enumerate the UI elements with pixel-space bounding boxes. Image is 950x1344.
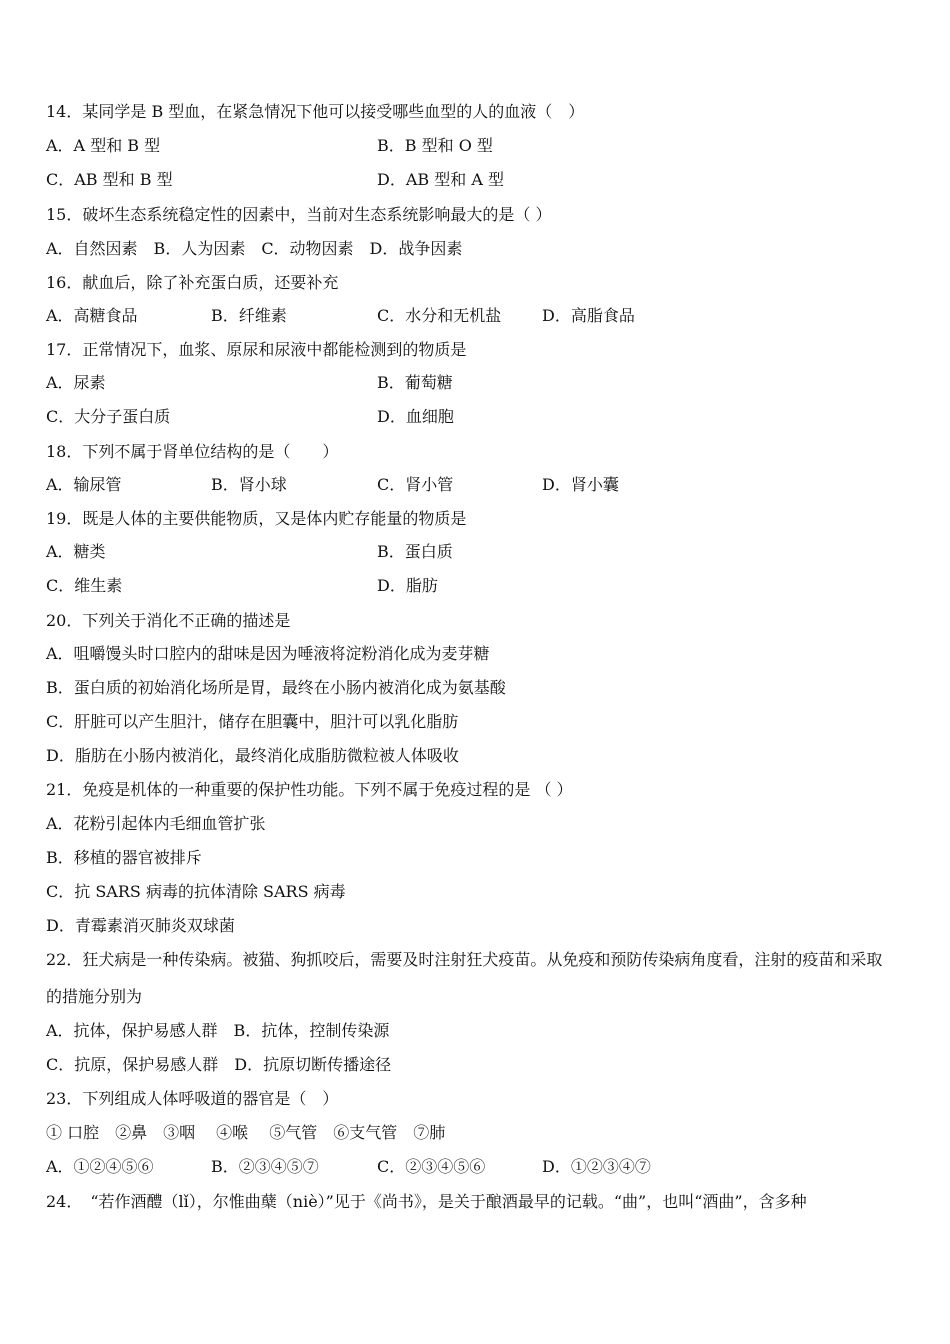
question-22-options-line-1: A．抗体，保护易感人群 B．抗体，控制传染源	[46, 1021, 390, 1040]
question-17-stem: 17．正常情况下，血浆、原尿和尿液中都能检测到的物质是	[46, 340, 467, 359]
question-14-option-d: D．AB 型和 A 型	[377, 170, 504, 189]
question-17-option-d: D．血细胞	[377, 407, 454, 426]
question-16-option-d: D．高脂食品	[542, 306, 635, 325]
question-23-stem: 23．下列组成人体呼吸道的器官是（ ）	[46, 1089, 339, 1108]
question-14-option-a: A．A 型和 B 型	[46, 136, 161, 155]
question-19-stem: 19．既是人体的主要供能物质，又是体内贮存能量的物质是	[46, 509, 467, 528]
question-22-stem-line-2: 的措施分别为	[46, 987, 143, 1006]
question-23-option-c: C．②③④⑤⑥	[377, 1157, 486, 1176]
question-16-stem: 16．献血后，除了补充蛋白质，还要补充	[46, 273, 339, 292]
question-24-stem: 24． “若作酒醴（lǐ），尔惟曲蘖（niè）”见于《尚书》，是关于酿酒最早的记载。“曲”，也叫“酒曲”，含多种	[46, 1192, 807, 1211]
question-17-option-a: A．尿素	[46, 373, 106, 392]
question-19-option-a: A．糖类	[46, 542, 106, 561]
question-18-stem: 18．下列不属于肾单位结构的是（ ）	[46, 442, 339, 461]
question-19-option-d: D．脂肪	[377, 576, 438, 595]
question-18-option-d: D．肾小囊	[542, 475, 619, 494]
question-17-option-c: C．大分子蛋白质	[46, 407, 171, 426]
question-16-option-a: A．高糖食品	[46, 306, 138, 325]
question-18-option-c: C．肾小管	[377, 475, 454, 494]
question-20-option-b: B．蛋白质的初始消化场所是胃，最终在小肠内被消化成为氨基酸	[46, 678, 506, 697]
question-16-option-b: B．纤维素	[211, 306, 287, 325]
question-18-option-a: A．输尿管	[46, 475, 122, 494]
question-14-stem: 14．某同学是 B 型血，在紧急情况下他可以接受哪些血型的人的血液（ ）	[46, 102, 585, 121]
question-22-options-line-2: C．抗原，保护易感人群 D．抗原切断传播途径	[46, 1055, 392, 1074]
question-19-option-b: B．蛋白质	[377, 542, 453, 561]
question-21-option-b: B．移植的器官被排斥	[46, 848, 202, 867]
question-21-option-c: C．抗 SARS 病毒的抗体清除 SARS 病毒	[46, 882, 346, 901]
question-23-option-d: D．①②③④⑦	[542, 1157, 651, 1176]
question-15-stem: 15．破坏生态系统稳定性的因素中，当前对生态系统影响最大的是（ ）	[46, 205, 552, 224]
question-19-option-c: C．维生素	[46, 576, 123, 595]
question-21-stem: 21．免疫是机体的一种重要的保护性功能。下列不属于免疫过程的是 （ ）	[46, 780, 573, 799]
question-16-option-c: C．水分和无机盐	[377, 306, 502, 325]
question-23-items: ① 口腔 ②鼻 ③咽 ④喉 ⑤气管 ⑥支气管 ⑦肺	[46, 1123, 446, 1142]
question-14-option-c: C．AB 型和 B 型	[46, 170, 173, 189]
question-17-option-b: B．葡萄糖	[377, 373, 453, 392]
question-21-option-a: A．花粉引起体内毛细血管扩张	[46, 814, 266, 833]
question-22-stem-line-1: 22．狂犬病是一种传染病。被猫、狗抓咬后，需要及时注射狂犬疫苗。从免疫和预防传染病角度看，注射的疫苗和采取	[46, 950, 883, 969]
question-18-option-b: B．肾小球	[211, 475, 287, 494]
question-20-stem: 20．下列关于消化不正确的描述是	[46, 611, 291, 630]
question-20-option-d: D．脂肪在小肠内被消化，最终消化成脂肪微粒被人体吸收	[46, 746, 459, 765]
question-21-option-d: D．青霉素消灭肺炎双球菌	[46, 916, 235, 935]
question-20-option-a: A．咀嚼馒头时口腔内的甜味是因为唾液将淀粉消化成为麦芽糖	[46, 644, 490, 663]
question-14-option-b: B．B 型和 O 型	[377, 136, 493, 155]
question-15-options: A．自然因素 B．人为因素 C．动物因素 D．战争因素	[46, 239, 463, 258]
question-23-option-a: A．①②④⑤⑥	[46, 1157, 154, 1176]
question-23-option-b: B．②③④⑤⑦	[211, 1157, 319, 1176]
question-20-option-c: C．肝脏可以产生胆汁，储存在胆囊中，胆汁可以乳化脂肪	[46, 712, 459, 731]
